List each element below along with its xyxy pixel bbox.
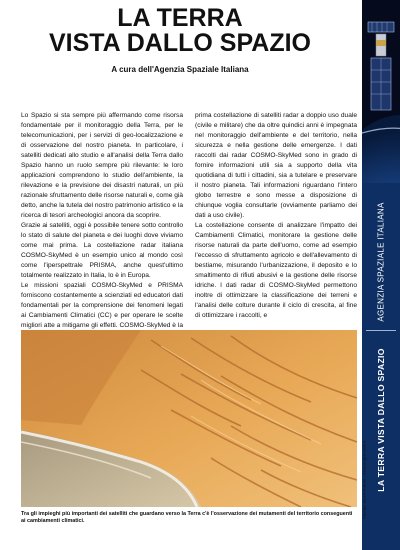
article-body <box>21 111 357 331</box>
title-line-1: LA TERRA <box>117 4 243 32</box>
series-title-vertical: LA TERRA VISTA DALLO SPAZIO <box>376 348 386 492</box>
agency-name-vertical: AGENZIA SPAZIALE ITALIANA <box>376 202 386 322</box>
photo-caption: Tra gli impieghi più importanti dei satelliti che guardano verso la Terra c'è l'osservazione dei mutamenti del territorio conseguenti ai cambiamenti climatici. <box>21 511 353 524</box>
byline: A cura dell'Agenzia Spaziale Italiana <box>111 65 249 74</box>
paragraph-2: Grazie ai satelliti, oggi è possibile tenere sotto controllo lo stato di salute del pianeta e dei luoghi dove viviamo come mai prima. La costellazione radar italiana COSMO-SkyMed è un esempio unico al mondo così come l'iperspettrale PRISMA, anche quest'ultimo totalmente realizzato in Italia, lo è in Europa. <box>21 222 183 279</box>
paragraph-3: Le missioni spaziali COSMO-SkyMed e PRISMA forniscono costantemente a scienziati ed educatori dati fondamentali per la comprensione dei fenomeni legati ai Cambiamenti Climatici (CC) e per operare le scelte migliori atte a mitigarne gli effetti. COSMO-SkyMed è la prima costellazione di satelliti radar a doppio uso duale (civile e militare) che da oltre quindici anni è impegnata nel monitoraggio dell'ambiente e del territorio, nella sicurezza e nella gestione delle emergenze. I dati raccolti dai radar COSMO-SkyMed sono in grado di fornire informazioni utili sia a supporto della vita quotidiana di tutti i cittadini, sia a tutelare e preservare il nostro pianeta. Tali informazioni riguardano l'intero globo terrestre e sono messe a disposizione di chiunque voglia consultarle (ovviamente parliamo dei dati a uso civile). <box>21 112 357 329</box>
satellite-earth-image <box>362 0 400 183</box>
sidebar-divider <box>366 330 396 331</box>
sidebar <box>362 0 400 550</box>
article-title <box>40 6 320 56</box>
desert-satellite-photo <box>21 330 357 507</box>
title-line-2: VISTA DALLO SPAZIO <box>48 29 312 57</box>
paragraph-1: Lo Spazio si sta sempre più affermando come risorsa fondamentale per il monitoraggio della Terra, per le telecomunicazioni, per i servizi di geo-localizzazione e di osservazione del nostro pianeta. In particolare, i satelliti dedicati allo studio e all'analisi della Terra dallo Spazio hanno un ruolo sempre più rilevante: le loro applicazioni comprendono lo studio dell'ambiente, la rilevazione e la previsione dei disastri naturali, un più razionale sfruttamento delle risorse naturali e, come già detto, anche la tutela del nostro patrimonio artistico e la ricerca di tesori archeologici ancora da scoprire. <box>21 112 183 219</box>
paragraph-4: La costellazione consente di analizzare l'impatto dei Cambiamenti Climatici, monitorare la gestione delle risorse naturali da parte dell'uomo, come ad esempio l'eccesso di sfruttamento agricolo e dell'allevamento di bestiame, misurando l'urbanizzazione, il deposito e lo smaltimento di rifiuti abusivi e la gestione delle risorse idriche. I dati radar di COSMO-SkyMed permettono inoltre di ottimizzare la classificazione dei terreni e l'analisi delle colture durante il ciclo di crescita, al fine di ottimizzare i raccolti, e <box>195 222 357 319</box>
publisher-credit: ©Sergio Barelli Editore - www.sergiobarelli.it <box>361 440 367 520</box>
